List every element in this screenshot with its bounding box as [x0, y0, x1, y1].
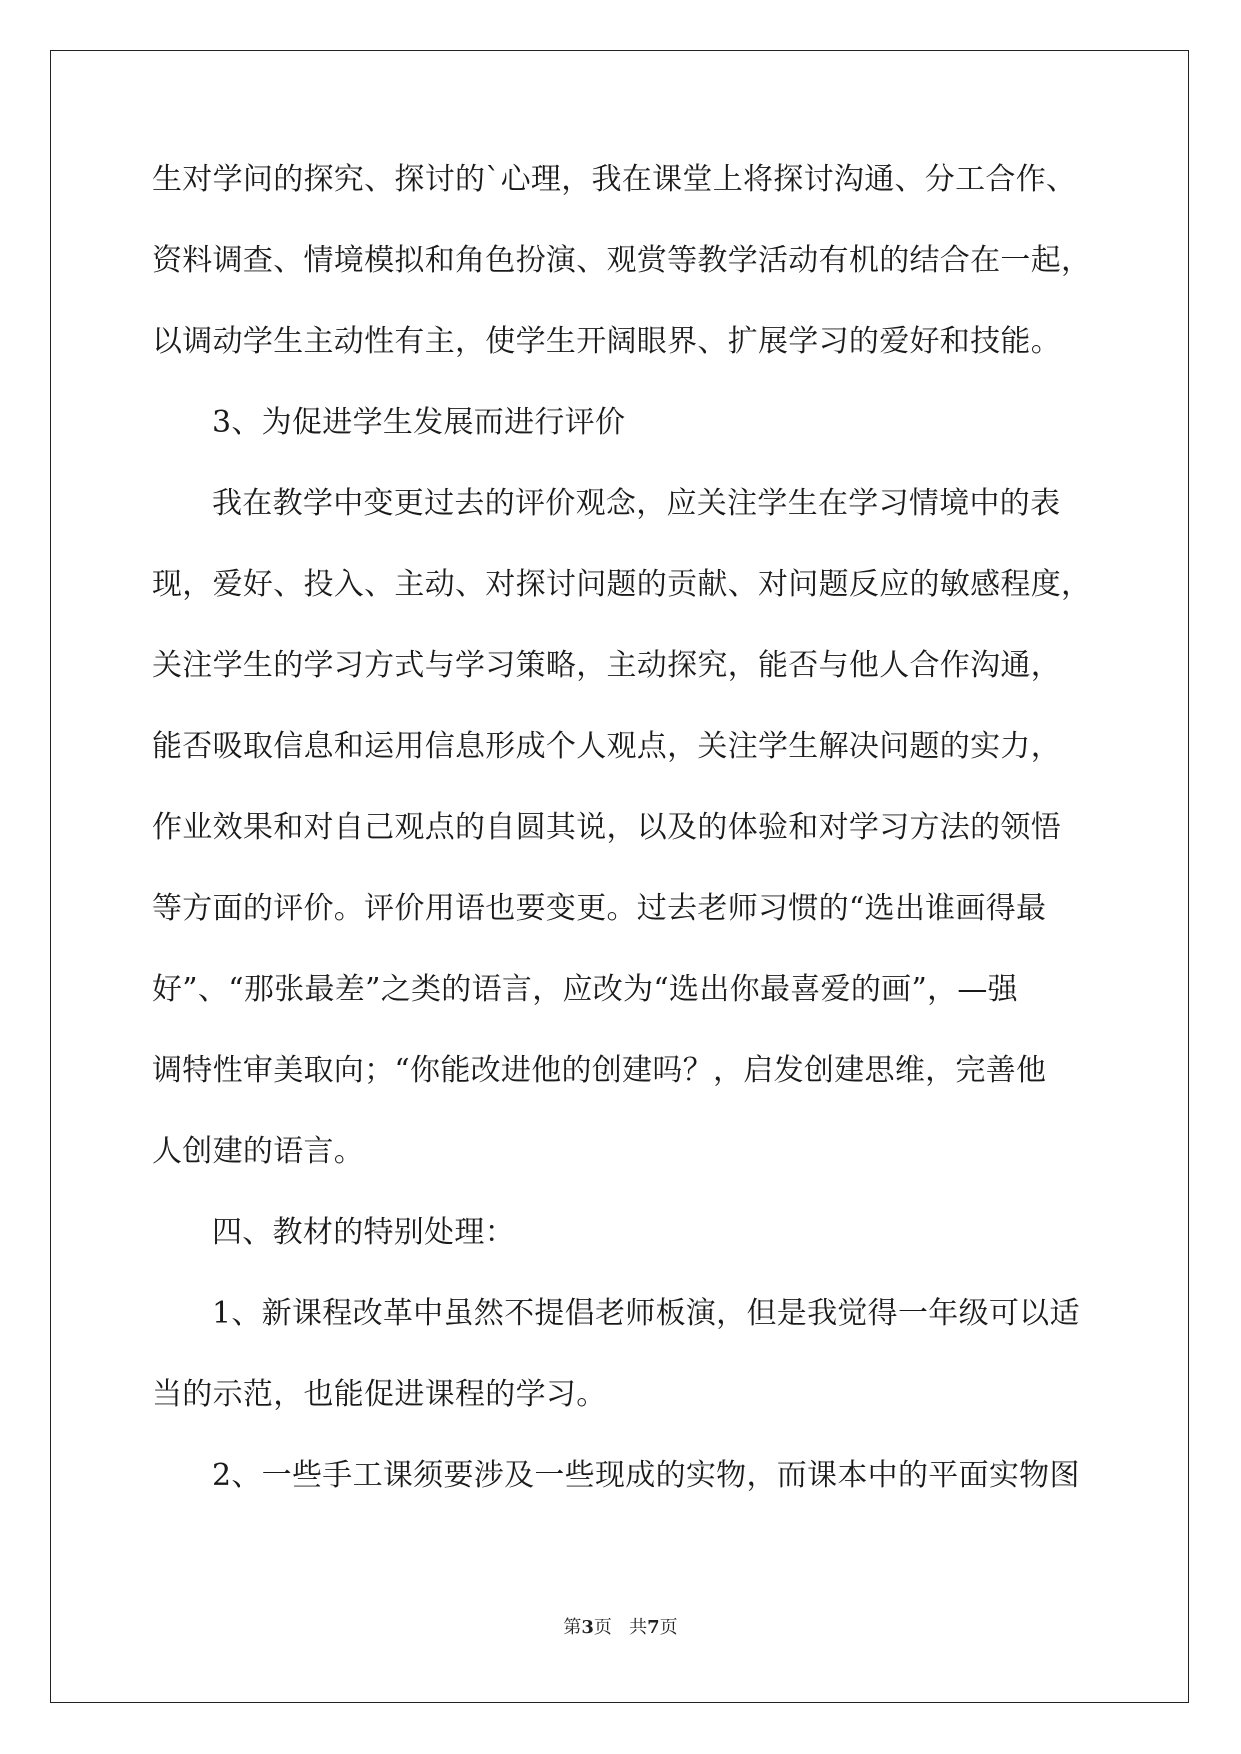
- text-line: 调特性审美取向；“你能改进他的创建吗？，启发创建思维，完善他: [152, 1053, 1047, 1088]
- text-line: 等方面的评价。评价用语也要变更。过去老师习惯的“选出谁画得最: [152, 891, 1047, 926]
- text-line: 人创建的语言。: [152, 1134, 365, 1169]
- paragraph-start: 我在教学中变更过去的评价观念，应关注学生在学习情境中的表: [212, 486, 1061, 521]
- text-line: 好”、“那张最差”之类的语言，应改为“选出你最喜爱的画”，—强: [152, 972, 1018, 1007]
- page-footer: [0, 1613, 1241, 1639]
- text-line: 资料调查、情境模拟和角色扮演、观赏等教学活动有机的结合在一起，: [152, 243, 1092, 278]
- total-suffix: 页: [659, 1617, 678, 1638]
- section-heading: 四、教材的特别处理：: [212, 1215, 515, 1250]
- page-number: 3: [581, 1617, 594, 1638]
- text-line: 关注学生的学习方式与学习策略，主动探究，能否与他人合作沟通，: [152, 648, 1061, 683]
- total-prefix: 共: [629, 1617, 648, 1638]
- section-heading: 3、为促进学生发展而进行评价: [212, 405, 626, 440]
- page-prefix: 第: [563, 1617, 582, 1638]
- document-body: [152, 160, 1090, 1537]
- paragraph-start: 2、一些手工课须要涉及一些现成的实物，而课本中的平面实物图: [212, 1458, 1080, 1493]
- paragraph-start: 1、新课程改革中虽然不提倡老师板演，但是我觉得一年级可以适: [212, 1296, 1080, 1331]
- text-line: 以调动学生主动性有主，使学生开阔眼界、扩展学习的爱好和技能。: [152, 324, 1061, 359]
- page-suffix: 页: [593, 1617, 612, 1638]
- text-line: 当的示范，也能促进课程的学习。: [152, 1377, 607, 1412]
- text-line: 现，爱好、投入、主动、对探讨问题的贡献、对问题反应的敏感程度，: [152, 567, 1092, 602]
- text-line: 作业效果和对自己观点的自圆其说，以及的体验和对学习方法的领悟: [152, 810, 1061, 845]
- text-line: 生对学问的探究、探讨的`心理，我在课堂上将探讨沟通、分工合作、: [152, 162, 1077, 197]
- total-pages: 7: [647, 1617, 660, 1638]
- text-line: 能否吸取信息和运用信息形成个人观点，关注学生解决问题的实力，: [152, 729, 1061, 764]
